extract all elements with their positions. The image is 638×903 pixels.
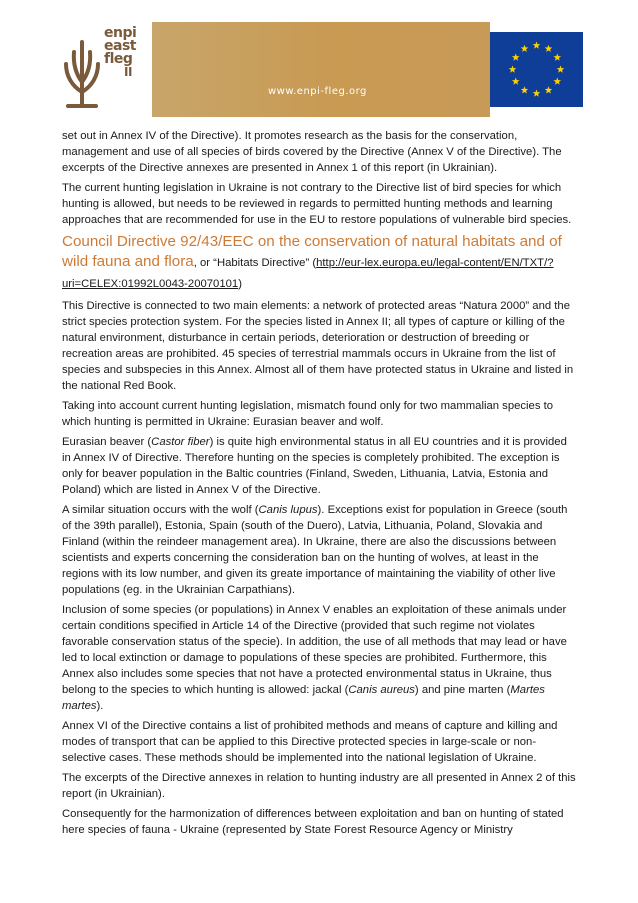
site-url: www.enpi-fleg.org — [268, 86, 367, 97]
text-run: Eurasian beaver ( — [62, 436, 152, 448]
section-heading — [62, 232, 576, 294]
paragraph: This Directive is connected to two main elements: a network of protected areas “Natura 2000” and the strict species protection system. For the species listed in Annex II; all types of capture or killing of the natural environment, disturbance in certain periods, deterioration or destruction of breeding or recreation areas are prohibited. 45 species of terrestrial mammals occurs in Ukraine from the list of species and subspecies in this Annex. Almost all of them have protected status in Ukraine and listed in the national Red Book. — [62, 300, 574, 392]
text-run: ). — [96, 700, 104, 712]
paragraph: The excerpts of the Directive annexes in relation to hunting industry are all presented in Annex 2 of this report (in Ukrainian). — [62, 772, 576, 800]
tree-logo-icon — [58, 30, 106, 110]
paragraph: The current hunting legislation in Ukraine is not contrary to the Directive list of bird species for which hunting is allowed, but needs to be reviewed in regards to permitted hunting methods and learning approaches that are recommended for use in the EU to restore populations of vulnerable bird species. — [62, 182, 572, 226]
paragraph: Annex VI of the Directive contains a list of prohibited methods and means of capture and killing and modes of transport that can be applied to this Directive protected species in large-scale or non-selective cases. These methods should be implemented into the national legislation of Ukraine. — [62, 720, 558, 764]
heading-title: Council Directive 92/43/EEC on the conservation of natural habitats and of wild fauna and flora — [62, 233, 562, 270]
species-name: Canis lupus — [258, 504, 318, 516]
text-run: ) is quite high environmental status in all EU countries and it is provided in Annex IV of Directive. Therefore hunting on the species is completely prohibited. The exception is only for beaver population in the Baltic countries (Finland, Sweden, Lithuania, Latvia, Estonia and Poland) which are listed in Annex V of the Directive. — [62, 436, 567, 496]
eu-star-icon — [521, 86, 529, 93]
document-body — [62, 128, 576, 842]
text-run: ). Exceptions exist for population in Greece (south of the 39th parallel), Estonia, Spain (south of the Duero), Latvia, Lithuania, Poland, Slovakia and Finland (within the reindeer management area). In Ukraine, there are also the discussions between scientists and experts concerning the consideration ban on the hunting of wolves, at least in the regions with its low number, and given its greate importance of maintaining the viability of other live populations (eg. in the Ukrainian Carpathians). — [62, 504, 568, 596]
paragraph — [62, 434, 576, 498]
enpi-logo — [58, 22, 152, 117]
logo-text — [104, 27, 154, 79]
directive-link[interactable]: http://eur-lex.europa.eu/legal-content/EN/TXT/?uri=CELEX:01992L0043-20070101 — [62, 257, 554, 290]
eu-star-icon — [509, 66, 517, 73]
eu-star-icon — [512, 78, 520, 85]
eu-star-icon — [521, 45, 529, 52]
heading-subtitle: , or “Habitats Directive” ( — [193, 257, 317, 269]
text-run: Inclusion of some species (or populations) in Annex V enables an exploitation of these animals under certain conditions specified in Article 14 of the Directive (provided that such regime not violates favorable conservation status of the specie). In addition, the use of all methods that may lead or have led to local extinction or damage to populations of these species are prohibited. Furthermore, this Annex also includes some species that not have a protected environmental status in Ukraine, thus belong to the species to which hunting is allowed: jackal ( — [62, 604, 567, 696]
eu-star-icon — [533, 90, 541, 97]
paragraph: Consequently for the harmonization of differences between exploitation and ban on hunting of stated here species of fauna - Ukraine (represented by State Forest Resource Agency or Ministry — [62, 808, 564, 836]
species-name: Castor fiber — [151, 436, 210, 448]
logo-line: fleg — [104, 51, 133, 67]
eu-star-icon — [557, 66, 565, 73]
text-run: A similar situation occurs with the wolf ( — [62, 504, 259, 516]
eu-star-icon — [512, 54, 520, 61]
heading-close: ) — [238, 278, 242, 290]
eu-star-icon — [553, 54, 561, 61]
text-run: ) and pine marten ( — [414, 684, 511, 696]
eu-star-icon — [545, 86, 553, 93]
paragraph: set out in Annex IV of the Directive). It promotes research as the basis for the conservation, management and use of all species of birds covered by the Directive (Annex V of the Directive). The excerpts of the Directive annexes are presented in Annex 1 of this report (in Ukrainian). — [62, 130, 562, 174]
species-name: Martes martes — [62, 684, 545, 712]
header-banner — [58, 22, 583, 117]
eu-flag-icon — [490, 32, 583, 107]
species-name: Canis aureus — [348, 684, 415, 696]
header-stripe — [152, 22, 490, 117]
eu-star-icon — [545, 45, 553, 52]
eu-star-icon — [553, 78, 561, 85]
paragraph — [62, 602, 576, 714]
paragraph: Taking into account current hunting legislation, mismatch found only for two mammalian species to which hunting is permitted in Ukraine: Eurasian beaver and wolf. — [62, 400, 554, 428]
logo-line: enpi — [104, 25, 137, 41]
logo-line: east — [104, 38, 136, 54]
eu-star-icon — [533, 42, 541, 49]
logo-line: II — [124, 65, 132, 79]
paragraph — [62, 502, 576, 598]
eu-stars — [490, 32, 583, 107]
